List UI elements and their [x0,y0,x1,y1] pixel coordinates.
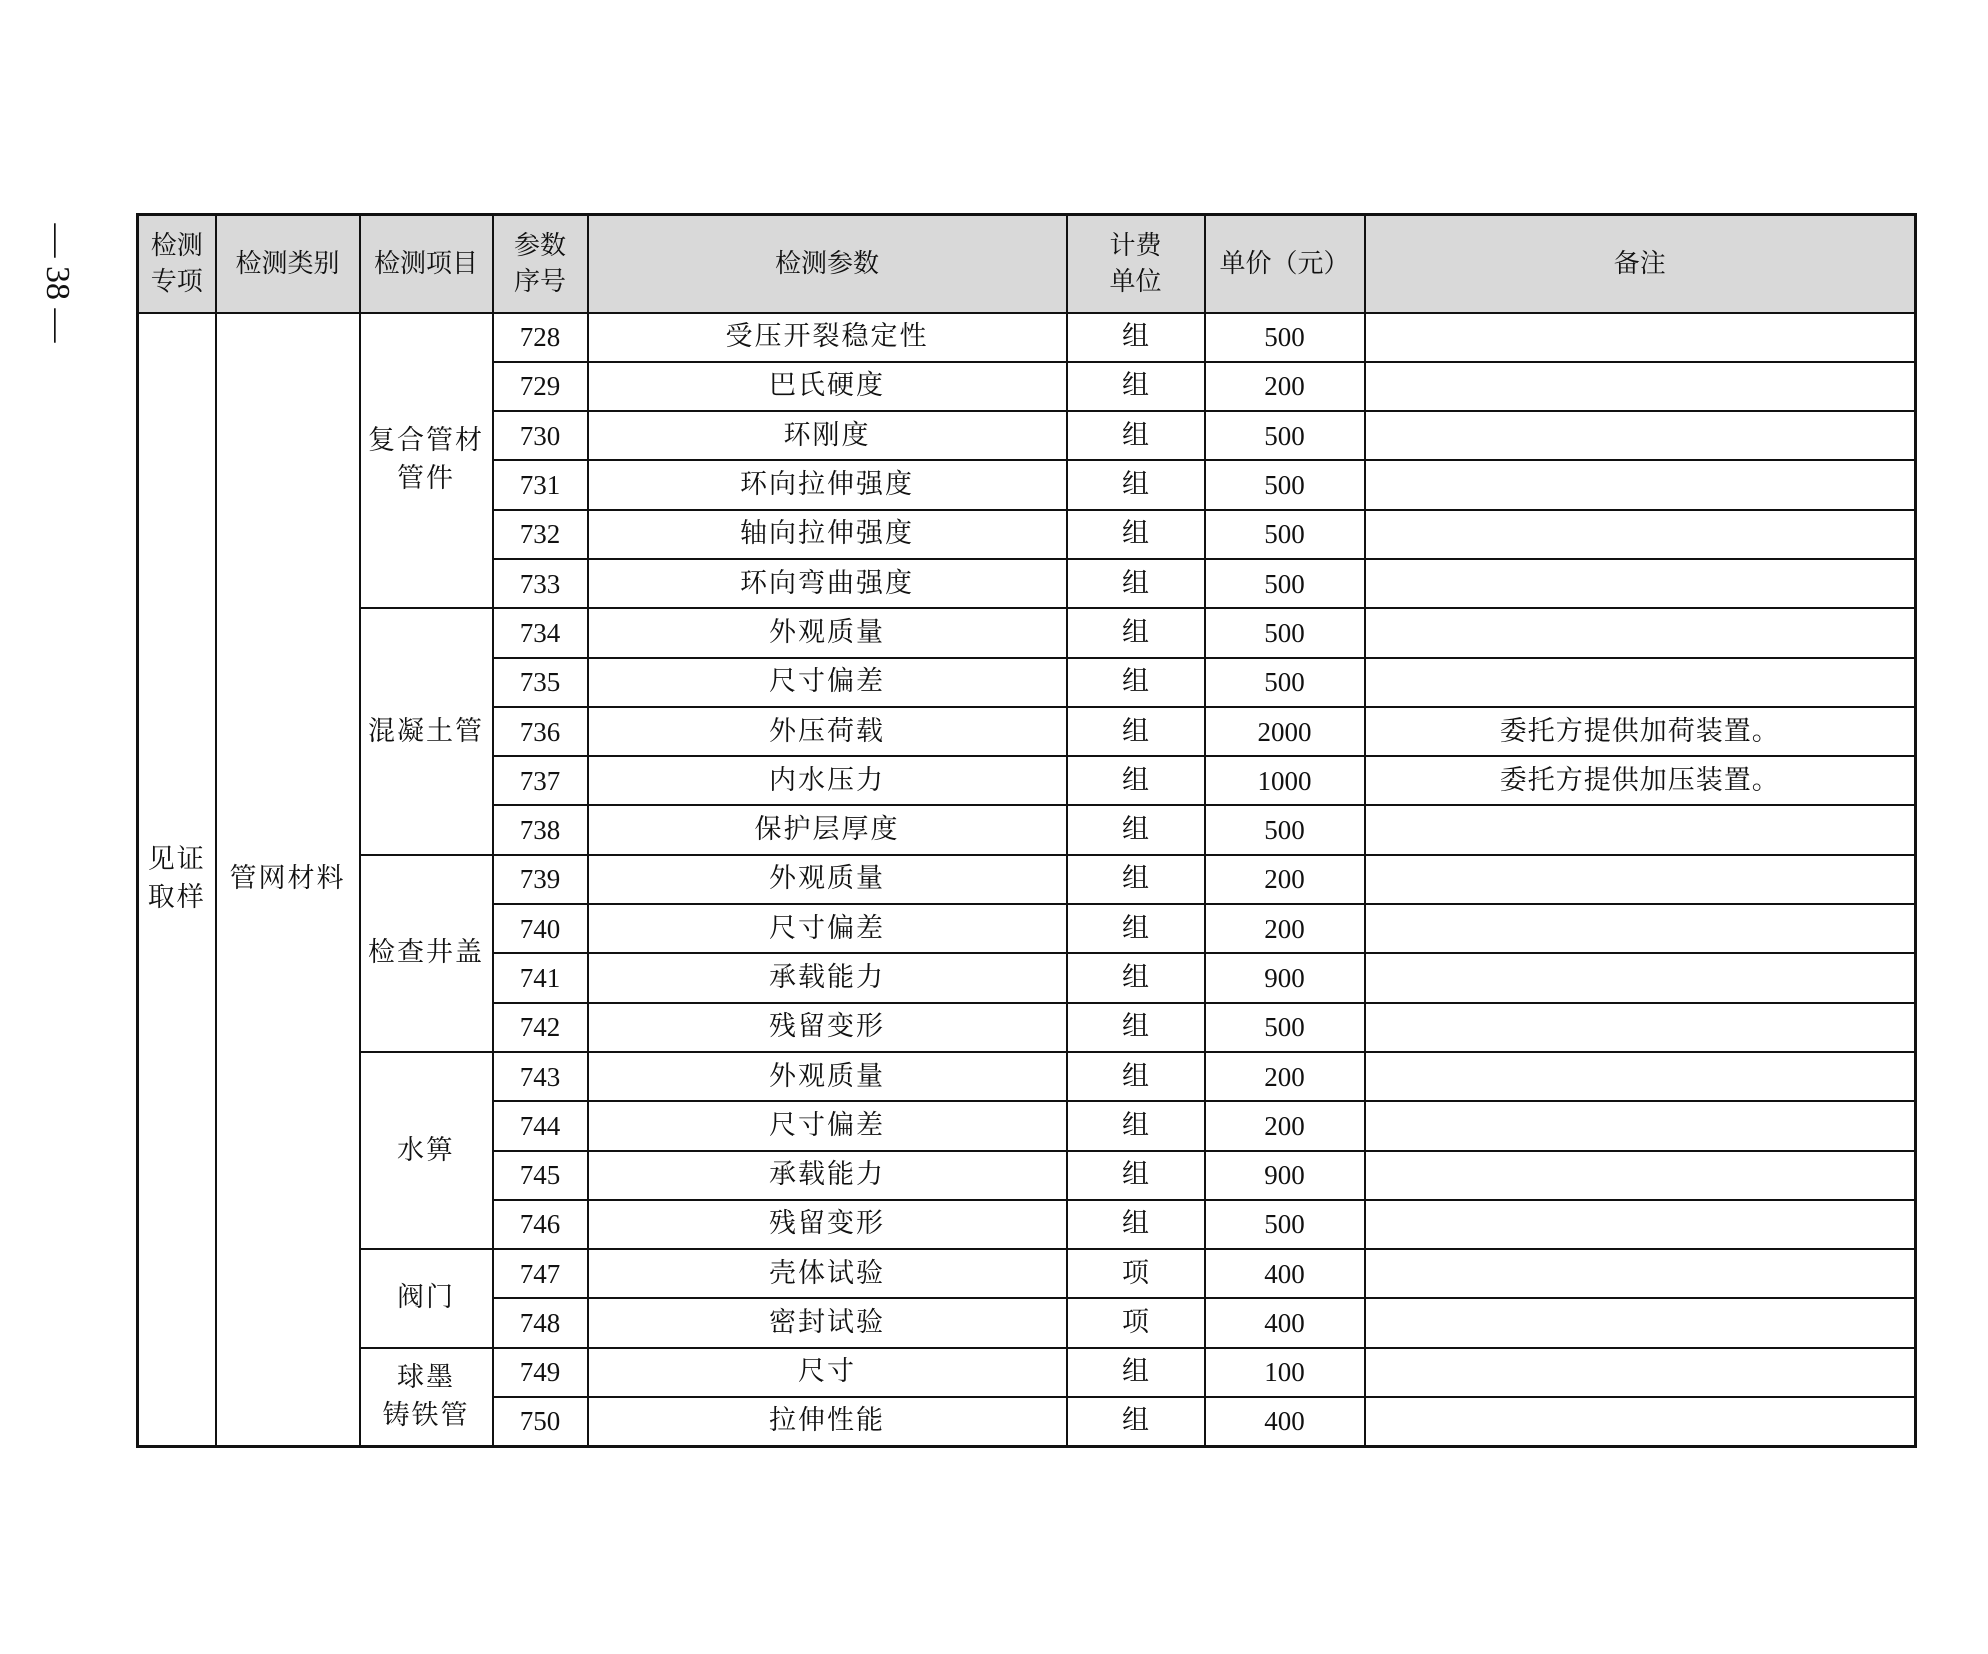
item-cell: 水箅 [360,1052,493,1249]
remarks-cell [1365,362,1916,411]
header-remarks: 备注 [1365,215,1916,313]
unit-price-cell: 500 [1205,658,1365,707]
param-no-cell: 745 [493,1151,588,1200]
billing-unit-cell: 组 [1067,805,1205,854]
param-no-cell: 739 [493,855,588,904]
remarks-cell [1365,510,1916,559]
param-no-cell: 729 [493,362,588,411]
billing-unit-cell: 组 [1067,904,1205,953]
item-cell: 阀门 [360,1249,493,1348]
param-no-cell: 747 [493,1249,588,1298]
billing-unit-cell: 组 [1067,855,1205,904]
table-row [138,1052,1916,1101]
param-no-cell: 731 [493,460,588,509]
unit-price-cell: 200 [1205,1101,1365,1150]
param-cell: 外压荷载 [588,707,1067,756]
billing-unit-cell: 组 [1067,658,1205,707]
billing-unit-cell: 组 [1067,411,1205,460]
unit-price-cell: 400 [1205,1249,1365,1298]
param-cell: 密封试验 [588,1298,1067,1347]
param-cell: 保护层厚度 [588,805,1067,854]
billing-unit-cell: 组 [1067,1151,1205,1200]
param-cell: 巴氏硬度 [588,362,1067,411]
param-no-cell: 733 [493,559,588,608]
remarks-cell [1365,608,1916,657]
param-no-cell: 734 [493,608,588,657]
remarks-cell: 委托方提供加压装置。 [1365,756,1916,805]
param-cell: 尺寸偏差 [588,658,1067,707]
unit-price-cell: 2000 [1205,707,1365,756]
testing-fee-table [136,213,1917,1448]
unit-price-cell: 400 [1205,1397,1365,1446]
header-unit-price: 单价（元） [1205,215,1365,313]
param-cell: 受压开裂稳定性 [588,313,1067,362]
unit-price-cell: 500 [1205,460,1365,509]
remarks-cell [1365,1101,1916,1150]
remarks-cell [1365,559,1916,608]
header-category: 检测类别 [216,215,360,313]
remarks-cell [1365,1397,1916,1446]
header-param-no: 参数 序号 [493,215,588,313]
header-param: 检测参数 [588,215,1067,313]
param-no-cell: 746 [493,1200,588,1249]
unit-price-cell: 500 [1205,608,1365,657]
unit-price-cell: 100 [1205,1348,1365,1397]
unit-price-cell: 200 [1205,1052,1365,1101]
param-cell: 外观质量 [588,1052,1067,1101]
remarks-cell [1365,1249,1916,1298]
param-cell: 拉伸性能 [588,1397,1067,1446]
billing-unit-cell: 组 [1067,510,1205,559]
billing-unit-cell: 组 [1067,1101,1205,1150]
param-no-cell: 736 [493,707,588,756]
billing-unit-cell: 组 [1067,1348,1205,1397]
billing-unit-cell: 组 [1067,1003,1205,1052]
table-row [138,313,1916,362]
param-no-cell: 749 [493,1348,588,1397]
table-row [138,1348,1916,1397]
param-no-cell: 732 [493,510,588,559]
unit-price-cell: 500 [1205,510,1365,559]
header-billing-unit: 计费 单位 [1067,215,1205,313]
billing-unit-cell: 组 [1067,362,1205,411]
billing-unit-cell: 组 [1067,313,1205,362]
unit-price-cell: 500 [1205,805,1365,854]
header-item: 检测项目 [360,215,493,313]
param-cell: 环向拉伸强度 [588,460,1067,509]
table-row [138,855,1916,904]
param-cell: 承载能力 [588,953,1067,1002]
param-cell: 轴向拉伸强度 [588,510,1067,559]
param-cell: 环刚度 [588,411,1067,460]
billing-unit-cell: 项 [1067,1298,1205,1347]
remarks-cell: 委托方提供加荷装置。 [1365,707,1916,756]
param-cell: 残留变形 [588,1200,1067,1249]
remarks-cell [1365,1003,1916,1052]
remarks-cell [1365,1298,1916,1347]
unit-price-cell: 900 [1205,953,1365,1002]
remarks-cell [1365,460,1916,509]
param-cell: 外观质量 [588,855,1067,904]
param-cell: 尺寸 [588,1348,1067,1397]
unit-price-cell: 200 [1205,904,1365,953]
unit-price-cell: 500 [1205,313,1365,362]
param-no-cell: 728 [493,313,588,362]
param-no-cell: 742 [493,1003,588,1052]
param-no-cell: 737 [493,756,588,805]
param-no-cell: 744 [493,1101,588,1150]
param-no-cell: 741 [493,953,588,1002]
remarks-cell [1365,411,1916,460]
param-cell: 壳体试验 [588,1249,1067,1298]
category-cell: 管网材料 [216,313,360,1447]
param-no-cell: 730 [493,411,588,460]
remarks-cell [1365,313,1916,362]
remarks-cell [1365,904,1916,953]
remarks-cell [1365,805,1916,854]
table-row [138,1249,1916,1298]
param-no-cell: 738 [493,805,588,854]
billing-unit-cell: 组 [1067,1052,1205,1101]
param-cell: 内水压力 [588,756,1067,805]
param-cell: 环向弯曲强度 [588,559,1067,608]
billing-unit-cell: 组 [1067,608,1205,657]
param-cell: 尺寸偏差 [588,1101,1067,1150]
billing-unit-cell: 组 [1067,1200,1205,1249]
remarks-cell [1365,855,1916,904]
remarks-cell [1365,658,1916,707]
billing-unit-cell: 组 [1067,559,1205,608]
unit-price-cell: 500 [1205,1200,1365,1249]
remarks-cell [1365,1200,1916,1249]
unit-price-cell: 500 [1205,1003,1365,1052]
param-no-cell: 748 [493,1298,588,1347]
special-item-cell: 见证 取样 [138,313,216,1447]
item-cell: 复合管材 管件 [360,313,493,609]
unit-price-cell: 500 [1205,411,1365,460]
billing-unit-cell: 组 [1067,953,1205,1002]
billing-unit-cell: 组 [1067,460,1205,509]
param-no-cell: 735 [493,658,588,707]
billing-unit-cell: 组 [1067,707,1205,756]
param-no-cell: 740 [493,904,588,953]
billing-unit-cell: 项 [1067,1249,1205,1298]
item-cell: 混凝土管 [360,608,493,854]
item-cell: 检查井盖 [360,855,493,1052]
header-special-item: 检测 专项 [138,215,216,313]
remarks-cell [1365,1052,1916,1101]
unit-price-cell: 500 [1205,559,1365,608]
unit-price-cell: 400 [1205,1298,1365,1347]
item-cell: 球墨 铸铁管 [360,1348,493,1447]
param-cell: 尺寸偏差 [588,904,1067,953]
page-number: — 38 — [39,223,76,343]
param-cell: 残留变形 [588,1003,1067,1052]
unit-price-cell: 200 [1205,855,1365,904]
param-cell: 外观质量 [588,608,1067,657]
header-row [138,215,1916,313]
billing-unit-cell: 组 [1067,756,1205,805]
billing-unit-cell: 组 [1067,1397,1205,1446]
param-no-cell: 750 [493,1397,588,1446]
remarks-cell [1365,1151,1916,1200]
unit-price-cell: 1000 [1205,756,1365,805]
unit-price-cell: 200 [1205,362,1365,411]
remarks-cell [1365,953,1916,1002]
unit-price-cell: 900 [1205,1151,1365,1200]
param-cell: 承载能力 [588,1151,1067,1200]
remarks-cell [1365,1348,1916,1397]
param-no-cell: 743 [493,1052,588,1101]
table-row [138,608,1916,657]
